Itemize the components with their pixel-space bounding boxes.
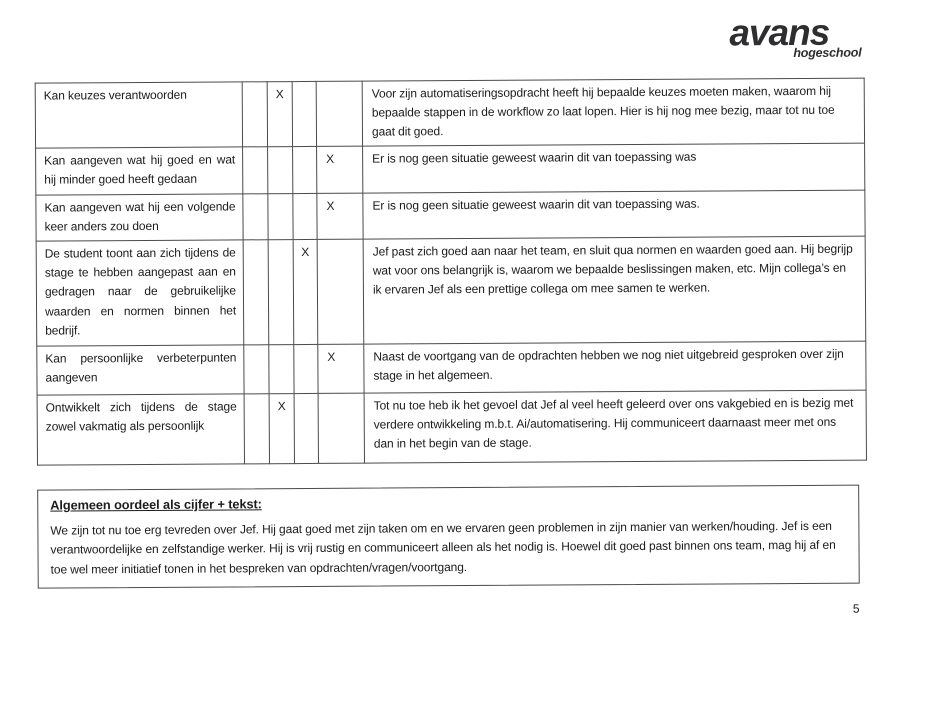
table-row — [36, 236, 866, 346]
comment-cell: Jef past zich goed aan naar het team, en sluit qua normen en waarden goed aan. Hij begrijp wat voor ons belangrijk is, waarom we bepaalde beslissingen maken, etc. Mijn collega’s en ik ervaren Jef als een prettige collega om mee samen te werken. — [363, 236, 866, 344]
score-cell-1 — [243, 147, 268, 194]
comment-cell: Voor zijn automatiseringsopdracht heeft hij bepaalde keuzes moeten maken, waarom hij bepaalde stappen in de workflow zo laat lopen. Hier is hij nog mee bezig, maar tot nu toe gaat dit goed. — [362, 78, 864, 146]
overall-judgement-box — [37, 485, 860, 589]
score-cell-2: X — [269, 394, 294, 464]
score-cell-1 — [243, 240, 269, 345]
score-cell-4: X — [317, 193, 363, 239]
criterion-cell: Kan persoonlijke verbeterpunten aangeven — [37, 345, 244, 395]
avans-logo-subtitle: hogeschool — [793, 45, 862, 61]
score-cell-3 — [293, 146, 317, 193]
score-cell-4: X — [317, 146, 363, 193]
table-row — [37, 390, 866, 465]
comment-cell: Naast de voortgang van de opdrachten hebben we nog niet uitgebreid gesproken over zijn stage in het algemeen. — [364, 341, 866, 393]
score-cell-2 — [268, 194, 293, 240]
score-cell-2: X — [267, 82, 292, 147]
score-cell-2 — [268, 147, 293, 194]
score-cell-3 — [292, 81, 316, 146]
overall-judgement-text: We zijn tot nu toe erg tevreden over Jef. Hij gaat goed met zijn taken om en we ervaren geen problemen in zijn manier van werken/houding. Jef is een verantwoordelijke en zelfstandige werker. Hij is vrij rustig en communiceert alleen als het nodig is. Hoewel dit goed past binnen ons team, mag hij af en toe wel meer initiatief tonen in het bespreken van opdrachten/vragen/voortgang. — [50, 518, 836, 577]
comment-cell: Er is nog geen situatie geweest waarin dit van toepassing was — [363, 143, 865, 193]
comment-cell: Er is nog geen situatie geweest waarin dit van toepassing was. — [363, 190, 865, 239]
score-cell-3 — [294, 393, 318, 463]
criterion-cell: Kan aangeven wat hij goed en wat hij minder goed heeft gedaan — [36, 147, 243, 195]
criterion-cell: Ontwikkelt zich tijdens de stage zowel vakmatig als persoonlijk — [37, 394, 244, 465]
overall-judgement-heading: Algemeen oordeel als cijfer + tekst: — [50, 496, 262, 513]
score-cell-1 — [244, 394, 269, 464]
score-cell-4: X — [318, 344, 364, 393]
score-cell-3: X — [293, 239, 318, 344]
avans-logo — [729, 11, 862, 61]
page-number: 5 — [852, 601, 860, 616]
score-cell-1 — [242, 82, 267, 147]
table-row — [36, 143, 865, 195]
score-cell-4 — [318, 393, 364, 463]
score-cell-3 — [294, 344, 318, 393]
criterion-cell: De student toont aan zich tijdens de stage te hebben aangepast aan en gedragen naar de gebruikelijke waarden en normen binnen het bedrijf. — [36, 240, 244, 346]
avans-logo-wordmark: avans — [729, 11, 830, 54]
score-cell-1 — [243, 194, 268, 240]
table-row — [35, 78, 864, 148]
table-row — [37, 341, 866, 395]
comment-cell: Tot nu toe heb ik het gevoel dat Jef al veel heeft geleerd over ons vakgebied en is bezig met verdere ontwikkeling m.b.t. Ai/automatisering. Hij communiceert daarnaast meer met ons dan in het begin van de stage. — [364, 390, 866, 463]
table-row — [36, 190, 865, 241]
score-cell-2 — [269, 345, 294, 394]
criterion-cell: Kan aangeven wat hij een volgende keer anders zou doen — [36, 194, 243, 241]
score-cell-4 — [316, 81, 362, 146]
score-cell-2 — [268, 240, 294, 345]
score-cell-4 — [317, 239, 364, 344]
evaluation-table — [35, 78, 867, 466]
score-cell-3 — [293, 193, 317, 239]
score-cell-1 — [244, 345, 269, 394]
criterion-cell: Kan keuzes verantwoorden — [35, 82, 242, 148]
